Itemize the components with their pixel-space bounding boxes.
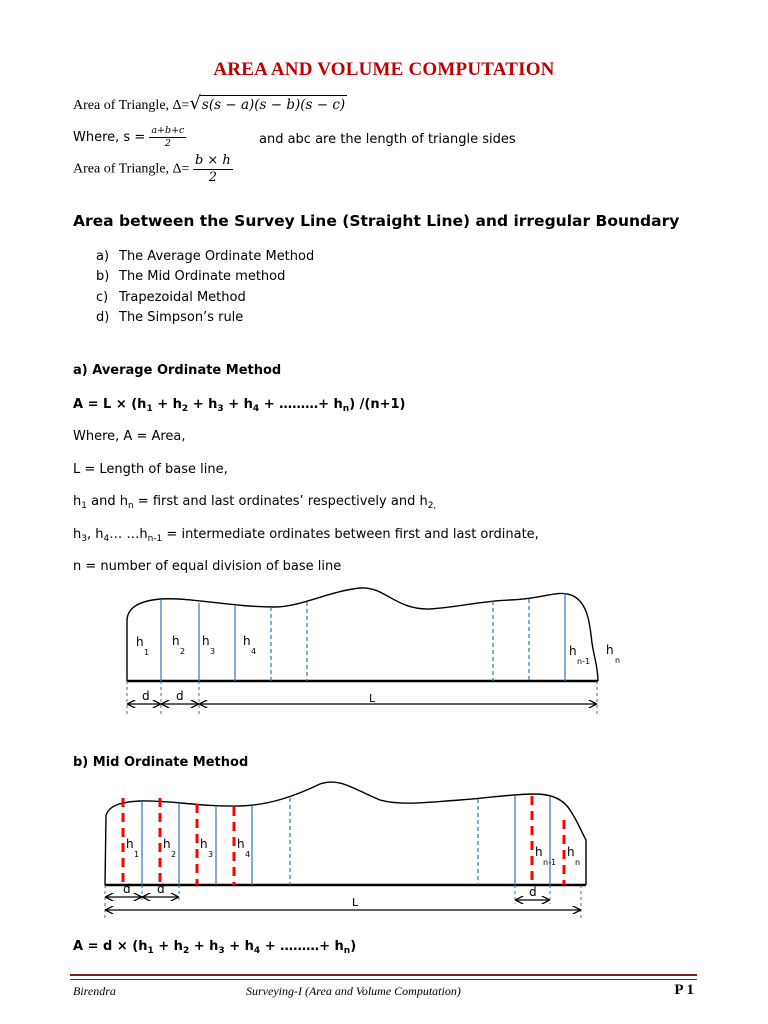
subscript: n — [127, 501, 134, 511]
ordinate-label: h — [535, 845, 543, 859]
method-label: b) — [96, 269, 110, 284]
bh-numerator: b × h — [194, 153, 231, 168]
l-label: L — [352, 896, 359, 909]
subscript: n — [342, 404, 350, 414]
footer-author: Birendra — [73, 984, 116, 998]
subscript: n-1 — [147, 534, 163, 544]
heron-expression: s(s − a)(s − b)(s − c) — [201, 97, 346, 113]
heron-label: Area of Triangle, Δ= — [73, 98, 190, 113]
first-last-definition — [73, 494, 436, 509]
s-fraction — [149, 126, 186, 149]
ordinate-sub: 3 — [210, 647, 216, 656]
ordinate-sub: 1 — [134, 850, 140, 859]
subscript: 4 — [252, 404, 260, 414]
where-s-label: Where, s = — [73, 129, 146, 145]
where-area: Where, A = Area, — [73, 429, 186, 444]
bh-fraction — [193, 154, 233, 184]
ordinate-label: h — [243, 634, 251, 648]
text-part: h — [73, 527, 82, 542]
where-s-line — [73, 126, 186, 149]
text-part: … …h — [109, 527, 148, 542]
method-label: d) — [96, 310, 110, 325]
ordinate-label: h — [237, 837, 245, 851]
method-text: The Average Ordinate Method — [119, 249, 315, 264]
ordinate-sub: 4 — [251, 647, 257, 656]
ordinate-label: h — [202, 634, 210, 648]
formula-part: + h — [192, 397, 218, 412]
d-label: d — [123, 882, 131, 896]
method-text: The Simpson’s rule — [119, 310, 244, 325]
formula-part: + h — [228, 397, 253, 412]
irregular-boundary — [127, 588, 598, 681]
average-ordinate-diagram — [0, 585, 768, 720]
d-label: d — [176, 689, 184, 703]
ordinate-label: h — [569, 644, 577, 658]
length-definition: L = Length of base line, — [73, 462, 228, 477]
s-numerator: a+b+c — [151, 125, 185, 136]
subscript: n — [343, 946, 351, 956]
mid-formula — [73, 939, 356, 954]
formula-part: + ………+ h — [264, 939, 344, 954]
subscript: 3 — [217, 404, 224, 414]
d-label: d — [142, 689, 150, 703]
method-item — [96, 290, 246, 305]
subscript: 2 — [181, 404, 189, 414]
text-part: h — [73, 494, 82, 509]
ordinate-label: h — [200, 837, 208, 851]
formula-part: ) — [350, 939, 357, 954]
footer-rule — [70, 974, 697, 980]
page-title: AREA AND VOLUME COMPUTATION — [213, 59, 555, 80]
bh-label: Area of Triangle, Δ= — [73, 161, 190, 177]
d-label: d — [157, 882, 165, 896]
sqrt-sign: √ s(s − a)(s − b)(s − c) — [189, 93, 346, 114]
irregular-boundary — [105, 782, 586, 885]
formula-part: + h — [229, 939, 254, 954]
triangle-sides-note: and abc are the length of triangle sides — [259, 132, 516, 147]
subscript: 1 — [81, 501, 87, 511]
heron-formula — [73, 95, 347, 114]
method-label: c) — [96, 290, 109, 305]
subscript: 2, — [427, 501, 437, 511]
ordinate-label: h — [126, 837, 134, 851]
subscript: 1 — [147, 946, 154, 956]
avg-formula — [73, 397, 406, 412]
ordinate-sub: n — [575, 858, 581, 867]
ordinate-sub: 1 — [144, 648, 150, 657]
intermediate-definition — [73, 527, 539, 542]
mid-heading: b) Mid Ordinate Method — [73, 755, 249, 770]
divisions-definition: n = number of equal division of base line — [73, 559, 342, 574]
ordinate-sub: n-1 — [543, 858, 557, 867]
avg-heading: a) Average Ordinate Method — [73, 363, 282, 378]
ordinate-sub: n — [615, 656, 621, 665]
ordinate-label: h — [163, 837, 171, 851]
subscript: 2 — [182, 946, 190, 956]
subscript: 4 — [253, 946, 261, 956]
subscript: 3 — [81, 534, 87, 544]
subscript: 4 — [103, 534, 110, 544]
method-text: Trapezoidal Method — [119, 290, 246, 305]
ordinate-sub: 4 — [245, 850, 251, 859]
footer-course: Surveying-I (Area and Volume Computation) — [246, 984, 461, 998]
subscript: 3 — [218, 946, 225, 956]
subscript: 1 — [146, 404, 153, 414]
method-text: The Mid Ordinate method — [119, 269, 286, 284]
ordinate-sub: n-1 — [577, 657, 591, 666]
method-label: a) — [96, 249, 110, 264]
formula-part: + h — [157, 397, 182, 412]
method-item — [96, 310, 243, 325]
base-height-formula — [73, 154, 233, 184]
ordinate-label: h — [606, 643, 614, 657]
ordinate-label: h — [172, 634, 180, 648]
section-heading: Area between the Survey Line (Straight Line) and irregular Boundary — [73, 212, 680, 230]
formula-part: + h — [158, 939, 183, 954]
mid-ordinate-diagram — [0, 778, 768, 923]
text-part: = intermediate ordinates between first and last ordinate, — [162, 527, 539, 542]
bh-denominator: 2 — [208, 169, 217, 185]
s-denominator: 2 — [164, 137, 171, 149]
formula-part: A = d × (h — [73, 939, 148, 954]
ordinate-sub: 2 — [180, 647, 186, 656]
ordinate-label: h — [567, 845, 575, 859]
formula-part: + h — [193, 939, 219, 954]
text-part: and h — [86, 494, 128, 509]
ordinate-sub: 3 — [208, 850, 214, 859]
l-label: L — [369, 692, 376, 705]
method-item — [96, 249, 314, 264]
ordinate-sub: 2 — [171, 850, 177, 859]
method-item — [96, 269, 285, 284]
formula-part: ) /(n+1) — [349, 397, 406, 412]
d-label: d — [529, 885, 537, 899]
formula-part: A = L × (h — [73, 397, 147, 412]
text-part: = first and last ordinates’ respectively and h — [133, 494, 428, 509]
page-number: P 1 — [674, 982, 694, 998]
formula-part: + ………+ h — [263, 397, 343, 412]
text-part: , h — [86, 527, 104, 542]
ordinate-label: h — [136, 635, 144, 649]
